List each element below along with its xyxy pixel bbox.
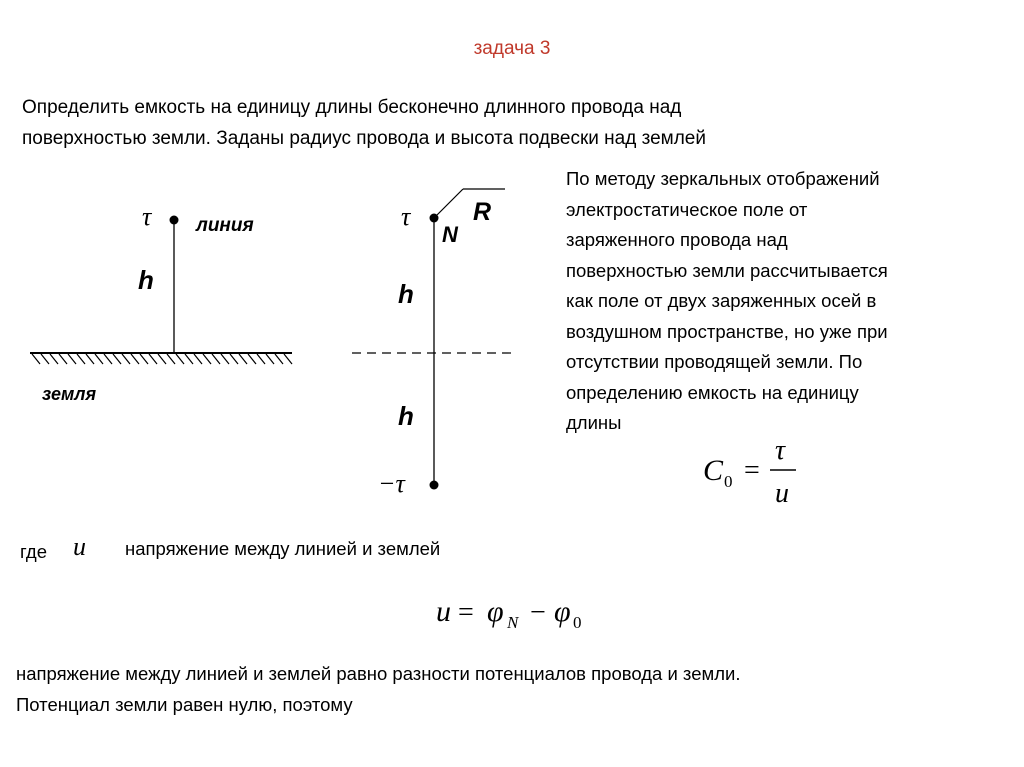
wire-over-ground-diagram <box>20 195 310 415</box>
hatch-mark <box>32 354 40 364</box>
formula-u: u <box>436 595 451 628</box>
radius-label: R <box>473 198 492 226</box>
hatch-mark <box>95 354 103 364</box>
hatch-mark <box>113 354 121 364</box>
formula-phi-n-subscript: N <box>507 613 519 632</box>
explanation-line: поверхностью земли рассчитывается <box>566 259 888 281</box>
hatch-mark <box>167 354 175 364</box>
formula-numerator: τ <box>775 435 786 466</box>
where-description: напряжение между линией и землей <box>125 538 441 559</box>
ground-label: земля <box>42 384 97 404</box>
hatch-mark <box>284 354 292 364</box>
formula-equals: = <box>744 455 760 486</box>
negative-tau-label: −τ <box>378 469 405 498</box>
tau-label: τ <box>142 202 152 231</box>
point-n-label: N <box>442 222 458 247</box>
explanation-text <box>566 164 996 439</box>
explanation-line: электростатическое поле от <box>566 198 808 220</box>
tau-label: τ <box>401 202 411 231</box>
hatch-mark <box>194 354 202 364</box>
formula-c-subscript: 0 <box>724 472 733 491</box>
hatch-mark <box>230 354 238 364</box>
formula-denominator: u <box>775 478 789 509</box>
hatch-mark <box>248 354 256 364</box>
height-label-bottom: h <box>398 401 414 431</box>
hatch-mark <box>158 354 166 364</box>
hatch-mark <box>140 354 148 364</box>
closing-line-2: Потенциал земли равен нулю, поэтому <box>16 694 353 715</box>
explanation-line: По методу зеркальных отображений <box>566 168 880 189</box>
hatch-mark <box>185 354 193 364</box>
radius-pointer-line <box>434 189 463 218</box>
formula-phi-0-subscript: 0 <box>573 613 582 632</box>
hatch-mark <box>104 354 112 364</box>
explanation-line: воздушном пространстве, но уже при <box>566 320 888 342</box>
hatch-mark <box>221 354 229 364</box>
explanation-line: заряженного провода над <box>566 229 788 250</box>
height-label: h <box>138 265 154 295</box>
formula-equals: = <box>458 597 474 628</box>
explanation-line: определению емкость на единицу <box>566 381 859 403</box>
formula-c: C <box>703 454 724 487</box>
height-label-top: h <box>398 279 414 309</box>
image-wire-point <box>430 481 439 490</box>
formula-phi-0: φ <box>554 595 571 628</box>
hatch-mark <box>131 354 139 364</box>
hatch-mark <box>122 354 130 364</box>
explanation-line: отсутствии проводящей земли. По <box>566 351 863 372</box>
closing-text <box>16 658 1006 720</box>
wire-point <box>170 216 179 225</box>
explanation-line: длины <box>566 412 622 433</box>
hatch-mark <box>86 354 94 364</box>
capacitance-formula <box>700 432 810 512</box>
slide-title: задача 3 <box>473 38 551 59</box>
hatch-mark <box>203 354 211 364</box>
hatch-mark <box>59 354 67 364</box>
voltage-formula <box>430 590 600 640</box>
hatch-mark <box>149 354 157 364</box>
hatch-mark <box>212 354 220 364</box>
where-variable: u <box>73 532 86 561</box>
line-label: линия <box>196 215 254 236</box>
hatch-mark <box>176 354 184 364</box>
hatch-mark <box>239 354 247 364</box>
hatch-mark <box>41 354 49 364</box>
hatch-mark <box>50 354 58 364</box>
hatch-mark <box>257 354 265 364</box>
formula-phi-n: φ <box>487 595 504 628</box>
problem-statement <box>22 92 922 154</box>
hatch-mark <box>266 354 274 364</box>
formula-minus: − <box>530 597 546 628</box>
where-prefix: где <box>20 541 48 562</box>
problem-line-2: поверхностью земли. Заданы радиус провода и высота подвески над землей <box>22 128 706 149</box>
ground-hatching <box>32 354 292 364</box>
hatch-mark <box>275 354 283 364</box>
problem-line-1: Определить емкость на единицу длины бесконечно длинного провода над <box>22 97 682 118</box>
mirror-image-diagram <box>345 180 520 505</box>
hatch-mark <box>68 354 76 364</box>
explanation-line: как поле от двух заряженных осей в <box>566 290 877 311</box>
closing-line-1: напряжение между линией и землей равно разности потенциалов провода и земли. <box>16 663 741 684</box>
hatch-mark <box>77 354 85 364</box>
